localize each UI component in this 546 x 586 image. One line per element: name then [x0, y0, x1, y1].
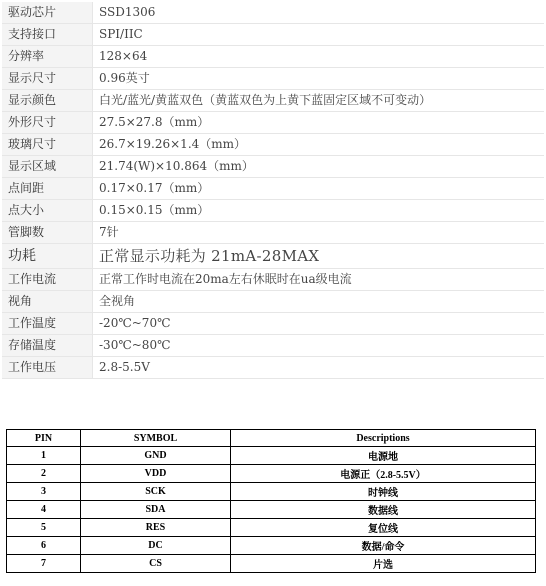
pin-row — [7, 555, 536, 573]
spec-value: 0.17×0.17（mm） — [93, 178, 545, 200]
spec-row — [2, 134, 544, 156]
spec-row — [2, 112, 544, 134]
pin-number: 7 — [7, 555, 81, 573]
spec-row — [2, 357, 544, 379]
spec-key: 点大小 — [2, 200, 93, 222]
pin-table-header — [7, 430, 536, 447]
spec-key: 分辨率 — [2, 46, 93, 68]
spec-value: 全视角 — [93, 291, 545, 313]
pin-description: 片选 — [231, 555, 536, 573]
pin-symbol: GND — [81, 447, 231, 465]
pin-symbol: SDA — [81, 501, 231, 519]
spec-value: -20℃~70℃ — [93, 313, 545, 335]
spec-key: 工作电压 — [2, 357, 93, 379]
spec-key: 视角 — [2, 291, 93, 313]
spec-key: 存储温度 — [2, 335, 93, 357]
spec-value: -30℃~80℃ — [93, 335, 545, 357]
pin-description: 数据线 — [231, 501, 536, 519]
spec-row — [2, 269, 544, 291]
spec-row — [2, 200, 544, 222]
spec-row — [2, 178, 544, 200]
spec-value: 7针 — [93, 222, 545, 244]
pin-row — [7, 537, 536, 555]
descriptions-column-header: Descriptions — [231, 430, 536, 447]
spec-value: 0.96英寸 — [93, 68, 545, 90]
pin-symbol: DC — [81, 537, 231, 555]
pin-row — [7, 501, 536, 519]
spec-value: SPI/IIC — [93, 24, 545, 46]
spec-value: 26.7×19.26×1.4（mm） — [93, 134, 545, 156]
spec-key: 工作电流 — [2, 269, 93, 291]
spec-row — [2, 24, 544, 46]
pin-table — [6, 429, 536, 573]
spec-key: 点间距 — [2, 178, 93, 200]
spec-row — [2, 313, 544, 335]
pin-number: 6 — [7, 537, 81, 555]
spec-table — [2, 2, 544, 379]
spec-value: SSD1306 — [93, 2, 545, 24]
pin-number: 5 — [7, 519, 81, 537]
pin-row — [7, 519, 536, 537]
spec-key: 管脚数 — [2, 222, 93, 244]
spec-row — [2, 335, 544, 357]
pin-number: 4 — [7, 501, 81, 519]
spec-row — [2, 46, 544, 68]
pin-row — [7, 465, 536, 483]
spec-row — [2, 244, 544, 269]
spec-key: 显示区域 — [2, 156, 93, 178]
spec-value: 正常工作时电流在20ma左右休眠时在ua级电流 — [93, 269, 545, 291]
pin-number: 1 — [7, 447, 81, 465]
symbol-column-header: SYMBOL — [81, 430, 231, 447]
spec-row — [2, 291, 544, 313]
pin-number: 2 — [7, 465, 81, 483]
pin-description: 电源正（2.8-5.5V） — [231, 465, 536, 483]
pin-description: 数据/命令 — [231, 537, 536, 555]
spec-value: 128×64 — [93, 46, 545, 68]
spec-row — [2, 2, 544, 24]
spec-key: 显示尺寸 — [2, 68, 93, 90]
spec-key: 驱动芯片 — [2, 2, 93, 24]
spec-row — [2, 68, 544, 90]
spec-row — [2, 156, 544, 178]
pin-description: 电源地 — [231, 447, 536, 465]
pin-number: 3 — [7, 483, 81, 501]
spec-value: 27.5×27.8（mm） — [93, 112, 545, 134]
spec-value: 21.74(W)×10.864（mm） — [93, 156, 545, 178]
spec-key: 显示颜色 — [2, 90, 93, 112]
spec-value: 正常显示功耗为 21mA-28MAX — [93, 244, 545, 269]
spec-row — [2, 222, 544, 244]
spec-key: 工作温度 — [2, 313, 93, 335]
spec-row — [2, 90, 544, 112]
spec-value: 2.8-5.5V — [93, 357, 545, 379]
pin-symbol: CS — [81, 555, 231, 573]
pin-row — [7, 483, 536, 501]
pin-symbol: VDD — [81, 465, 231, 483]
pin-symbol: SCK — [81, 483, 231, 501]
spec-value: 白光/蓝光/黄蓝双色（黄蓝双色为上黄下蓝固定区域不可变动） — [93, 90, 545, 112]
spec-key: 支持接口 — [2, 24, 93, 46]
pin-description: 时钟线 — [231, 483, 536, 501]
pin-row — [7, 447, 536, 465]
pin-description: 复位线 — [231, 519, 536, 537]
spec-key: 玻璃尺寸 — [2, 134, 93, 156]
pin-symbol: RES — [81, 519, 231, 537]
pin-column-header: PIN — [7, 430, 81, 447]
spec-key: 外形尺寸 — [2, 112, 93, 134]
spec-key: 功耗 — [2, 244, 93, 269]
spec-value: 0.15×0.15（mm） — [93, 200, 545, 222]
